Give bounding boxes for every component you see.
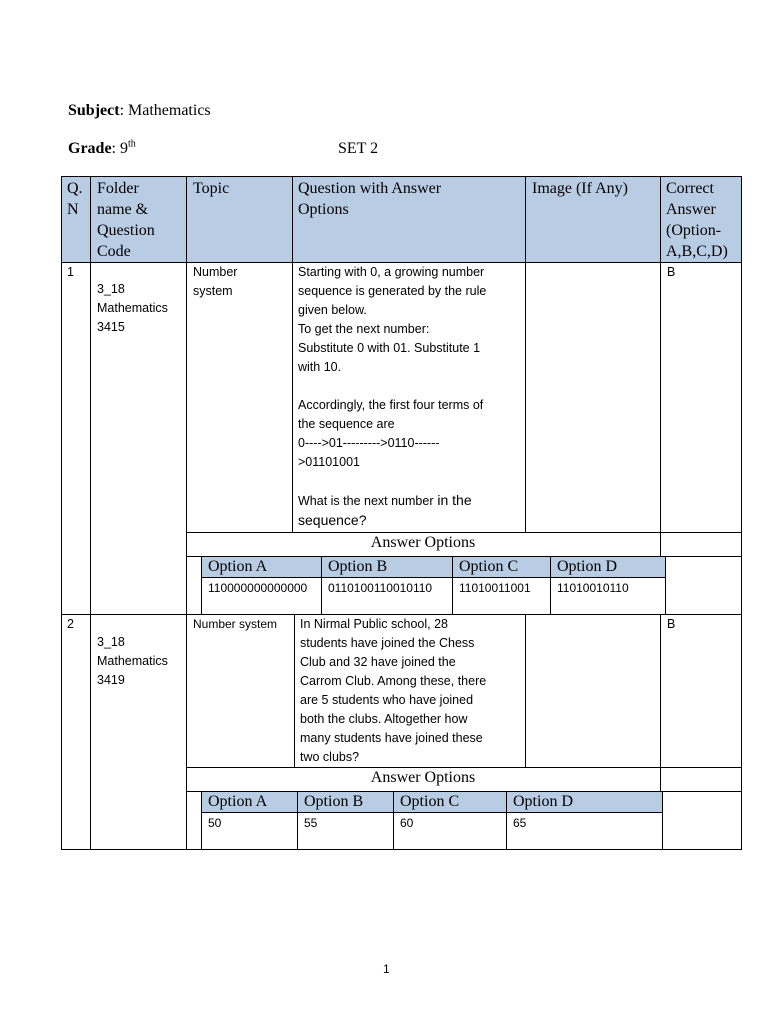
rule (662, 791, 663, 849)
row2-folder: 3_18 Mathematics 3419 (97, 635, 168, 687)
row2-option-c-value: 60 (400, 816, 414, 830)
rule (393, 791, 394, 849)
rule (186, 767, 742, 768)
row2-option-d-header: Option D (513, 793, 573, 810)
row2-option-a-header: Option A (208, 793, 268, 810)
row2-option-b-value: 55 (304, 816, 318, 830)
rule (292, 262, 293, 532)
rule (506, 791, 507, 849)
rule (452, 556, 453, 614)
row1-option-b-header: Option B (328, 558, 388, 575)
grade-value: : 9 (111, 140, 128, 157)
row1-question-end: sequence? (298, 512, 367, 528)
rule (186, 532, 742, 533)
rule (201, 791, 202, 849)
rule (61, 849, 742, 850)
row2-question: In Nirmal Public school, 28 students have joined the Chess Club and 32 have joined the Carrom Club. Among these, there are 5 students who have joined both the clubs. Altogether how many students have joined these two clubs? (300, 617, 487, 764)
row2-option-d-value: 65 (513, 816, 527, 830)
rule (90, 176, 91, 850)
col-header-image: Image (If Any) (532, 180, 628, 197)
set-label: SET 2 (338, 140, 379, 157)
row1-answer-options-title: Answer Options (370, 534, 476, 551)
rule (741, 176, 742, 850)
subject-label: Subject (68, 102, 120, 119)
row1-option-d-value: 11010010110 (557, 581, 629, 595)
subject-line (68, 102, 211, 120)
rule (294, 614, 295, 767)
row2-answer-options-title: Answer Options (370, 769, 476, 786)
row1-option-c-header: Option C (459, 558, 519, 575)
row1-option-b-value: 0110100110010110 (328, 581, 433, 595)
row2-option-c-header: Option C (400, 793, 460, 810)
rule (660, 614, 661, 791)
row2-option-b-header: Option B (304, 793, 364, 810)
row1-option-a-value: 110000000000000 (208, 581, 308, 595)
rule (297, 791, 298, 849)
rule (525, 176, 526, 262)
row1-correct: B (667, 265, 676, 279)
row2-option-a-value: 50 (208, 816, 222, 830)
rule (201, 556, 202, 614)
row1-option-d-header: Option D (557, 558, 617, 575)
row2-qn: 2 (67, 617, 74, 631)
rule (61, 176, 742, 177)
rule (292, 176, 293, 262)
row1-option-c-value: 11010011001 (459, 581, 531, 595)
col-header-correct: Correct Answer (Option- A,B,C,D) (666, 180, 728, 260)
col-header-topic: Topic (193, 180, 230, 197)
rule (201, 812, 662, 813)
row1-question-main: Starting with 0, a growing number sequence is generated by the rule given below. To get the next number: Substitute 0 with 01. Substitute 1 with 10. Accordingly, the first four terms of the sequence are 0---->01--------->0110------ >01101001 What is the next number (298, 265, 487, 508)
grade-label: Grade (68, 140, 112, 157)
grade-superscript: th (128, 138, 136, 150)
page-number: 1 (383, 962, 390, 976)
rule (61, 176, 62, 850)
rule (201, 577, 665, 578)
col-header-question: Question with Answer Options (298, 180, 442, 218)
row1-qn: 1 (67, 265, 74, 279)
col-header-qn: Q. N (67, 180, 83, 218)
grade-line (68, 140, 136, 158)
rule (665, 556, 666, 614)
col-header-folder: Folder name & Question Code (97, 180, 155, 260)
row2-topic: Number system (193, 617, 278, 631)
subject-value: : Mathematics (119, 102, 211, 119)
row2-correct: B (667, 617, 676, 631)
rule (525, 262, 526, 532)
row1-question (298, 263, 486, 511)
row1-question-tail: in the (433, 492, 472, 508)
row1-option-a-header: Option A (208, 558, 268, 575)
row1-folder: 3_18 Mathematics 3415 (97, 282, 168, 334)
rule (660, 176, 661, 262)
rule (550, 556, 551, 614)
rule (321, 556, 322, 614)
rule (186, 176, 187, 850)
rule (660, 262, 661, 556)
rule (525, 614, 526, 767)
row1-topic: Number system (193, 265, 238, 298)
